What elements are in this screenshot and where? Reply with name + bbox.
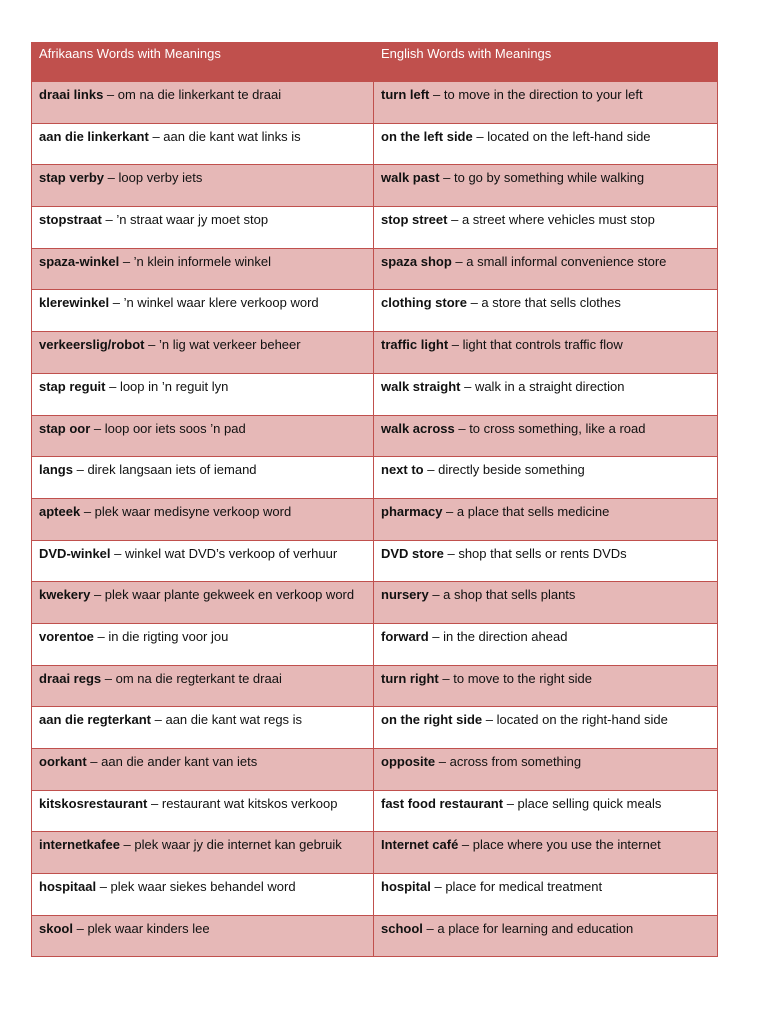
- afrikaans-cell: [32, 540, 374, 582]
- separator: –: [460, 378, 475, 394]
- table-row: [32, 373, 718, 415]
- term: Internet café: [381, 837, 459, 853]
- term: spaza shop: [381, 253, 452, 269]
- vocabulary-body: [32, 82, 718, 957]
- definition: walk in a straight direction: [474, 378, 625, 394]
- definition: om na die linkerkant te draai: [117, 87, 282, 102]
- table-row: [32, 665, 718, 707]
- separator: –: [451, 253, 467, 269]
- separator: –: [443, 545, 459, 561]
- english-cell: [374, 540, 718, 582]
- separator: –: [503, 795, 518, 811]
- separator: –: [428, 628, 444, 644]
- term: turn left: [381, 87, 430, 102]
- afrikaans-cell: [32, 790, 374, 832]
- separator: –: [110, 545, 125, 561]
- afrikaans-cell: [32, 749, 374, 791]
- afrikaans-cell: [32, 415, 374, 457]
- table-row: [32, 582, 718, 624]
- english-cell: [374, 290, 718, 332]
- separator: –: [428, 587, 444, 603]
- separator: –: [96, 879, 111, 895]
- separator: –: [422, 920, 438, 936]
- english-cell: [374, 207, 718, 249]
- term: aan die regterkant: [39, 712, 151, 728]
- separator: –: [472, 128, 488, 144]
- definition: direk langsaan iets of iemand: [87, 462, 257, 478]
- term: spaza-winkel: [39, 253, 120, 269]
- header-english: English Words with Meanings: [374, 43, 718, 82]
- separator: –: [454, 420, 470, 436]
- term: turn right: [381, 670, 439, 686]
- term: walk straight: [381, 378, 461, 394]
- definition: a street where vehicles must stop: [461, 212, 655, 228]
- separator: –: [101, 212, 117, 228]
- definition: ’n winkel waar klere verkoop word: [123, 295, 319, 311]
- term: draai links: [39, 87, 104, 102]
- english-cell: [374, 749, 718, 791]
- definition: place selling quick meals: [517, 795, 662, 811]
- separator: –: [151, 712, 166, 728]
- english-cell: [374, 165, 718, 207]
- term: next to: [381, 462, 424, 478]
- definition: located on the right-hand side: [496, 712, 668, 728]
- english-cell: [374, 457, 718, 499]
- term: walk across: [381, 420, 455, 436]
- english-cell: [374, 123, 718, 165]
- english-cell: [374, 915, 718, 957]
- term: clothing store: [381, 295, 467, 311]
- term: opposite: [381, 754, 436, 769]
- term: on the right side: [381, 712, 483, 728]
- english-cell: [374, 373, 718, 415]
- english-cell: [374, 874, 718, 916]
- separator: –: [147, 795, 162, 811]
- definition: place where you use the internet: [472, 837, 661, 853]
- separator: –: [72, 920, 88, 936]
- english-cell: [374, 332, 718, 374]
- english-cell: [374, 582, 718, 624]
- table-row: [32, 498, 718, 540]
- definition: plek waar plante gekweek en verkoop word: [104, 587, 355, 603]
- term: stap verby: [39, 170, 105, 186]
- afrikaans-cell: [32, 373, 374, 415]
- table-row: [32, 123, 718, 165]
- definition: a place that sells medicine: [456, 503, 610, 519]
- table-row: [32, 707, 718, 749]
- definition: plek waar kinders lee: [87, 920, 210, 936]
- table-row: [32, 874, 718, 916]
- separator: –: [430, 879, 446, 895]
- afrikaans-cell: [32, 582, 374, 624]
- separator: –: [439, 170, 454, 186]
- separator: –: [80, 503, 95, 519]
- definition: to cross something, like a road: [469, 420, 646, 436]
- separator: –: [148, 128, 164, 144]
- term: fast food restaurant: [381, 795, 504, 811]
- english-cell: [374, 82, 718, 124]
- separator: –: [119, 837, 135, 853]
- separator: –: [90, 420, 105, 436]
- definition: aan die ander kant van iets: [101, 754, 258, 769]
- table-row: [32, 207, 718, 249]
- definition: a store that sells clothes: [481, 295, 621, 311]
- separator: –: [438, 670, 454, 686]
- definition: plek waar siekes behandel word: [110, 879, 296, 895]
- term: hospital: [381, 879, 431, 895]
- definition: loop in ’n reguit lyn: [119, 378, 229, 394]
- table-row: [32, 832, 718, 874]
- definition: to go by something while walking: [454, 170, 645, 186]
- afrikaans-cell: [32, 707, 374, 749]
- separator: –: [101, 670, 116, 686]
- header-afrikaans: Afrikaans Words with Meanings: [32, 43, 374, 82]
- definition: a small informal convenience store: [466, 253, 667, 269]
- table-row: [32, 332, 718, 374]
- afrikaans-cell: [32, 623, 374, 665]
- definition: shop that sells or rents DVDs: [458, 545, 627, 561]
- term: forward: [381, 628, 429, 644]
- afrikaans-cell: [32, 832, 374, 874]
- english-cell: [374, 790, 718, 832]
- definition: to move to the right side: [453, 670, 592, 686]
- term: nursery: [381, 587, 429, 603]
- definition: place for medical treatment: [445, 879, 603, 895]
- table-row: [32, 82, 718, 124]
- table-row: [32, 165, 718, 207]
- definition: in the direction ahead: [443, 628, 568, 644]
- separator: –: [105, 378, 120, 394]
- afrikaans-cell: [32, 498, 374, 540]
- separator: –: [447, 212, 462, 228]
- definition: a place for learning and education: [437, 920, 634, 936]
- term: apteek: [39, 503, 81, 519]
- term: langs: [39, 462, 73, 478]
- separator: –: [104, 170, 119, 186]
- definition: located on the left-hand side: [487, 128, 651, 144]
- afrikaans-cell: [32, 665, 374, 707]
- english-cell: [374, 832, 718, 874]
- definition: loop oor iets soos ’n pad: [104, 420, 246, 436]
- afrikaans-cell: [32, 248, 374, 290]
- english-cell: [374, 415, 718, 457]
- table-row: [32, 248, 718, 290]
- afrikaans-cell: [32, 123, 374, 165]
- separator: –: [423, 462, 439, 478]
- table-row: [32, 915, 718, 957]
- definition: to move in the direction to your left: [443, 87, 643, 102]
- separator: –: [119, 253, 134, 269]
- separator: –: [482, 712, 497, 728]
- definition: ’n lig wat verkeer beheer: [158, 337, 301, 353]
- definition: aan die kant wat links is: [163, 128, 301, 144]
- term: stop street: [381, 212, 448, 228]
- separator: –: [72, 462, 88, 478]
- table-row: [32, 540, 718, 582]
- english-cell: [374, 623, 718, 665]
- definition: light that controls traffic flow: [462, 337, 623, 353]
- definition: loop verby iets: [118, 170, 203, 186]
- term: klerewinkel: [39, 295, 110, 311]
- term: kitskosrestaurant: [39, 795, 148, 811]
- separator: –: [93, 628, 109, 644]
- header-row: [32, 43, 718, 82]
- vocabulary-table: [31, 42, 718, 957]
- separator: –: [103, 87, 118, 102]
- definition: ’n straat waar jy moet stop: [116, 212, 269, 228]
- term: pharmacy: [381, 503, 443, 519]
- definition: ’n klein informele winkel: [133, 253, 271, 269]
- term: DVD store: [381, 545, 444, 561]
- separator: –: [86, 754, 102, 769]
- table-row: [32, 790, 718, 832]
- definition: a shop that sells plants: [443, 587, 576, 603]
- afrikaans-cell: [32, 915, 374, 957]
- term: school: [381, 920, 423, 936]
- separator: –: [90, 587, 105, 603]
- english-cell: [374, 707, 718, 749]
- term: kwekery: [39, 587, 91, 603]
- definition: aan die kant wat regs is: [165, 712, 303, 728]
- definition: plek waar medisyne verkoop word: [94, 503, 292, 519]
- definition: across from something: [449, 754, 582, 769]
- definition: winkel wat DVD’s verkoop of verhuur: [124, 545, 338, 561]
- term: aan die linkerkant: [39, 128, 149, 144]
- afrikaans-cell: [32, 290, 374, 332]
- afrikaans-cell: [32, 457, 374, 499]
- table-row: [32, 415, 718, 457]
- term: on the left side: [381, 128, 473, 144]
- english-cell: [374, 665, 718, 707]
- separator: –: [458, 837, 473, 853]
- separator: –: [466, 295, 482, 311]
- definition: restaurant wat kitskos verkoop: [161, 795, 338, 811]
- table-row: [32, 623, 718, 665]
- term: walk past: [381, 170, 440, 186]
- term: DVD-winkel: [39, 545, 111, 561]
- definition: om na die regterkant te draai: [115, 670, 282, 686]
- term: draai regs: [39, 670, 102, 686]
- afrikaans-cell: [32, 332, 374, 374]
- english-cell: [374, 248, 718, 290]
- term: skool: [39, 920, 73, 936]
- afrikaans-cell: [32, 874, 374, 916]
- separator: –: [442, 503, 457, 519]
- separator: –: [429, 87, 444, 102]
- afrikaans-cell: [32, 207, 374, 249]
- term: stopstraat: [39, 212, 102, 228]
- separator: –: [109, 295, 124, 311]
- term: verkeerslig/robot: [39, 337, 145, 353]
- separator: –: [448, 337, 463, 353]
- table-row: [32, 290, 718, 332]
- definition: directly beside something: [438, 462, 585, 478]
- term: vorentoe: [39, 628, 94, 644]
- separator: –: [435, 754, 450, 769]
- definition: in die rigting voor jou: [108, 628, 229, 644]
- afrikaans-cell: [32, 165, 374, 207]
- term: oorkant: [39, 754, 87, 769]
- english-cell: [374, 498, 718, 540]
- term: hospitaal: [39, 879, 97, 895]
- term: traffic light: [381, 337, 449, 353]
- definition: plek waar jy die internet kan gebruik: [134, 837, 342, 853]
- table-row: [32, 749, 718, 791]
- term: stap reguit: [39, 378, 106, 394]
- separator: –: [144, 337, 159, 353]
- term: stap oor: [39, 420, 91, 436]
- table-row: [32, 457, 718, 499]
- term: internetkafee: [39, 837, 120, 853]
- afrikaans-cell: [32, 82, 374, 124]
